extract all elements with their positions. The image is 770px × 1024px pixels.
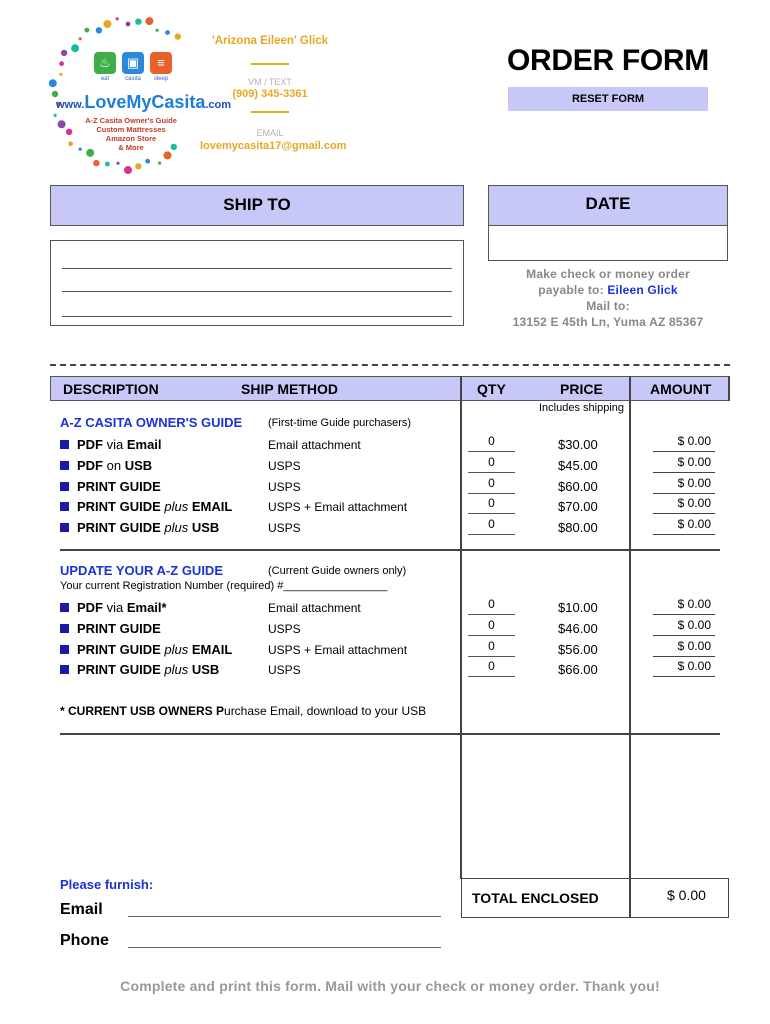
section1-title: A-Z CASITA OWNER'S GUIDE bbox=[60, 415, 243, 430]
ship-to-line-3[interactable] bbox=[62, 316, 452, 317]
bullet-square-icon bbox=[60, 665, 69, 674]
col-description: DESCRIPTION bbox=[63, 381, 159, 397]
item-amount: $ 0.00 bbox=[653, 597, 715, 615]
item-format: EMAIL bbox=[188, 499, 233, 515]
logo-line-2: Custom Mattresses bbox=[96, 125, 166, 134]
trailer-icon: ▣ bbox=[122, 52, 144, 74]
item-description bbox=[60, 437, 162, 452]
logo-url bbox=[56, 92, 231, 113]
payment-line-1: Make check or money order bbox=[526, 267, 690, 281]
logo-url-prefix: www. bbox=[56, 99, 85, 111]
ship-method: USPS bbox=[268, 521, 301, 536]
logo-url-suffix: .com bbox=[205, 99, 232, 111]
item-amount: $ 0.00 bbox=[653, 496, 715, 514]
column-divider bbox=[460, 376, 462, 879]
logo-dot bbox=[126, 22, 131, 27]
ship-to-line-1[interactable] bbox=[62, 268, 452, 269]
item-format: EMAIL bbox=[188, 641, 233, 657]
logo-dot bbox=[54, 114, 57, 117]
registration-number-field[interactable]: Your current Registration Number (required) #_________________ bbox=[60, 580, 388, 592]
item-price: $56.00 bbox=[558, 641, 598, 657]
logo-dot bbox=[156, 29, 159, 32]
logo-icon-labels bbox=[94, 76, 172, 82]
item-amount: $ 0.00 bbox=[653, 639, 715, 657]
contact-divider bbox=[251, 111, 289, 113]
logo-dot bbox=[96, 27, 102, 33]
usb-note-bold: * CURRENT USB OWNERS P bbox=[60, 704, 225, 718]
usb-owners-note bbox=[60, 704, 426, 718]
footer-note: Complete and print this form. Mail with your check or money order. Thank you! bbox=[120, 978, 660, 994]
item-price: $80.00 bbox=[558, 520, 598, 536]
logo-dot bbox=[79, 37, 82, 40]
vm-label: VM / TEXT bbox=[248, 77, 292, 87]
ship-method: Email attachment bbox=[268, 438, 361, 452]
mailing-address: 13152 E 45th Ln, Yuma AZ 85367 bbox=[512, 315, 704, 329]
logo-line-4: & More bbox=[118, 143, 144, 152]
section-divider bbox=[60, 549, 720, 551]
mail-to-label: Mail to: bbox=[586, 299, 630, 313]
payee-name: Eileen Glick bbox=[607, 283, 678, 297]
qty-input[interactable]: 0 bbox=[468, 517, 515, 535]
logo-dot bbox=[124, 166, 132, 174]
bullet-square-icon bbox=[60, 523, 69, 532]
logo-label-casita: casita bbox=[125, 76, 141, 82]
logo-url-name: LoveMyCasita bbox=[84, 92, 206, 112]
col-qty: QTY bbox=[477, 381, 506, 397]
bullet-square-icon bbox=[60, 440, 69, 449]
item-description bbox=[60, 600, 167, 615]
logo-dot bbox=[135, 19, 141, 25]
col-price: PRICE bbox=[560, 381, 603, 397]
item-price: $60.00 bbox=[558, 478, 598, 494]
qty-input[interactable]: 0 bbox=[468, 434, 515, 452]
logo-dot bbox=[145, 17, 153, 25]
item-name: PRINT GUIDE bbox=[77, 478, 161, 494]
column-divider bbox=[728, 376, 730, 401]
item-description bbox=[60, 499, 232, 514]
logo-dot bbox=[59, 61, 64, 66]
logo-dot bbox=[85, 28, 90, 33]
item-connector: via bbox=[103, 600, 127, 615]
page-title: ORDER FORM bbox=[507, 44, 709, 77]
logo-line-3: Amazon Store bbox=[105, 134, 157, 143]
item-name: PDF bbox=[77, 437, 103, 452]
logo-dot bbox=[145, 159, 150, 164]
item-name: PRINT GUIDE bbox=[77, 520, 165, 536]
item-name: PDF bbox=[77, 457, 103, 473]
logo-dot bbox=[93, 160, 99, 166]
total-value: $ 0.00 bbox=[667, 887, 706, 903]
contact-name: 'Arizona Eileen' Glick bbox=[211, 35, 329, 47]
contact-email[interactable]: lovemycasita17@gmail.com bbox=[200, 140, 347, 152]
item-connector: plus bbox=[164, 499, 189, 515]
item-format: USB bbox=[188, 520, 220, 536]
contact-phone: (909) 345-3361 bbox=[232, 88, 308, 100]
ship-method: USPS + Email attachment bbox=[268, 642, 408, 657]
item-price: $30.00 bbox=[558, 437, 598, 452]
ship-method: USPS bbox=[268, 663, 301, 678]
logo-dot bbox=[68, 141, 73, 146]
logo-dot bbox=[61, 50, 67, 56]
qty-input[interactable]: 0 bbox=[468, 639, 515, 657]
logo-label-sleep: sleep bbox=[153, 76, 169, 82]
logo-dot bbox=[164, 151, 172, 159]
item-connector: plus bbox=[164, 662, 189, 678]
logo-dot bbox=[175, 33, 181, 39]
fork-knife-icon: ♨ bbox=[94, 52, 116, 74]
col-amount: AMOUNT bbox=[650, 381, 712, 397]
date-field[interactable] bbox=[488, 225, 728, 261]
item-connector: plus bbox=[164, 641, 189, 657]
email-input-line[interactable] bbox=[128, 916, 441, 917]
bullet-square-icon bbox=[60, 645, 69, 654]
contact-divider bbox=[251, 63, 289, 65]
item-price: $70.00 bbox=[558, 499, 598, 515]
price-includes-shipping: Includes shipping bbox=[539, 402, 625, 414]
logo-dot bbox=[71, 44, 79, 52]
logo-label-eat: eat bbox=[100, 76, 110, 82]
item-description bbox=[60, 642, 232, 657]
logo-dot bbox=[66, 129, 72, 135]
item-price: $45.00 bbox=[558, 457, 598, 473]
item-amount: $ 0.00 bbox=[653, 476, 715, 494]
item-name: PRINT GUIDE bbox=[77, 499, 165, 515]
email-label: Email bbox=[60, 901, 103, 918]
item-connector: on bbox=[103, 457, 125, 473]
item-amount: $ 0.00 bbox=[653, 517, 715, 535]
item-name: PRINT GUIDE bbox=[77, 641, 165, 657]
qty-input[interactable]: 0 bbox=[468, 618, 515, 636]
qty-input[interactable]: 0 bbox=[468, 455, 515, 473]
logo-icons bbox=[94, 52, 172, 74]
ship-to-line-2[interactable] bbox=[62, 291, 452, 292]
logo-dot bbox=[103, 20, 111, 28]
bullet-square-icon bbox=[60, 482, 69, 491]
usb-note-rest: urchase Email, download to your USB bbox=[224, 704, 427, 718]
item-description bbox=[60, 621, 161, 636]
item-description bbox=[60, 479, 161, 494]
item-amount: $ 0.00 bbox=[653, 434, 715, 452]
logo-dot bbox=[158, 162, 161, 165]
item-name: PDF bbox=[77, 600, 103, 615]
total-label: TOTAL ENCLOSED bbox=[472, 890, 599, 906]
logo-dot bbox=[116, 162, 119, 165]
item-description bbox=[60, 520, 219, 535]
qty-input[interactable]: 0 bbox=[468, 476, 515, 494]
reset-form-button[interactable]: RESET FORM bbox=[508, 87, 708, 111]
bullet-square-icon bbox=[60, 603, 69, 612]
section-divider bbox=[60, 733, 720, 735]
payment-line-2 bbox=[488, 282, 728, 298]
column-divider bbox=[629, 376, 631, 879]
phone-input-line[interactable] bbox=[128, 947, 441, 948]
logo-dot bbox=[58, 120, 66, 128]
payment-instructions bbox=[488, 266, 728, 330]
ship-method: USPS bbox=[268, 479, 301, 494]
item-connector: via bbox=[103, 437, 127, 452]
ship-method: Email attachment bbox=[268, 601, 361, 615]
date-header: DATE bbox=[488, 185, 728, 226]
item-format: Email bbox=[126, 437, 162, 452]
ship-method: USPS + Email attachment bbox=[268, 500, 408, 515]
qty-input[interactable]: 0 bbox=[468, 496, 515, 514]
item-price: $66.00 bbox=[558, 662, 598, 678]
item-description bbox=[60, 458, 152, 473]
item-format: USB bbox=[188, 662, 220, 678]
logo-dot bbox=[105, 162, 110, 167]
bed-icon: ≡ bbox=[150, 52, 172, 74]
ship-to-field[interactable] bbox=[50, 240, 464, 326]
item-connector: plus bbox=[164, 520, 189, 536]
item-name: PRINT GUIDE bbox=[77, 662, 165, 678]
bullet-square-icon bbox=[60, 461, 69, 470]
item-description bbox=[60, 662, 219, 677]
section2-note: (Current Guide owners only) bbox=[268, 565, 407, 577]
section2-title: UPDATE YOUR A-Z GUIDE bbox=[60, 563, 223, 578]
payable-prefix: payable to: bbox=[538, 283, 608, 297]
qty-input[interactable]: 0 bbox=[468, 597, 515, 615]
bullet-square-icon bbox=[60, 502, 69, 511]
item-amount: $ 0.00 bbox=[653, 618, 715, 636]
ship-method: USPS bbox=[268, 458, 301, 473]
phone-label: Phone bbox=[60, 932, 109, 949]
ship-method: USPS bbox=[268, 621, 301, 636]
logo-dot bbox=[165, 30, 170, 35]
furnish-title: Please furnish: bbox=[60, 877, 154, 892]
bullet-square-icon bbox=[60, 624, 69, 633]
item-format: USB bbox=[124, 457, 153, 473]
logo-dot bbox=[135, 163, 141, 169]
logo-dot bbox=[116, 17, 119, 20]
logo-dot bbox=[59, 73, 62, 76]
cut-line bbox=[50, 364, 730, 366]
item-name: PRINT GUIDE bbox=[77, 620, 161, 636]
qty-input[interactable]: 0 bbox=[468, 659, 515, 677]
logo-tagline bbox=[76, 116, 186, 152]
item-format: Email* bbox=[126, 600, 167, 615]
email-label: EMAIL bbox=[256, 128, 284, 138]
item-price: $46.00 bbox=[558, 620, 598, 636]
col-ship-method: SHIP METHOD bbox=[241, 381, 338, 397]
item-price: $10.00 bbox=[558, 600, 598, 615]
logo-line-1: A-Z Casita Owner's Guide bbox=[85, 116, 177, 125]
logo-dot bbox=[49, 79, 57, 87]
item-amount: $ 0.00 bbox=[653, 455, 715, 473]
ship-to-header: SHIP TO bbox=[50, 185, 464, 226]
column-divider bbox=[629, 878, 631, 918]
item-amount: $ 0.00 bbox=[653, 659, 715, 677]
section1-note: (First-time Guide purchasers) bbox=[268, 417, 412, 429]
